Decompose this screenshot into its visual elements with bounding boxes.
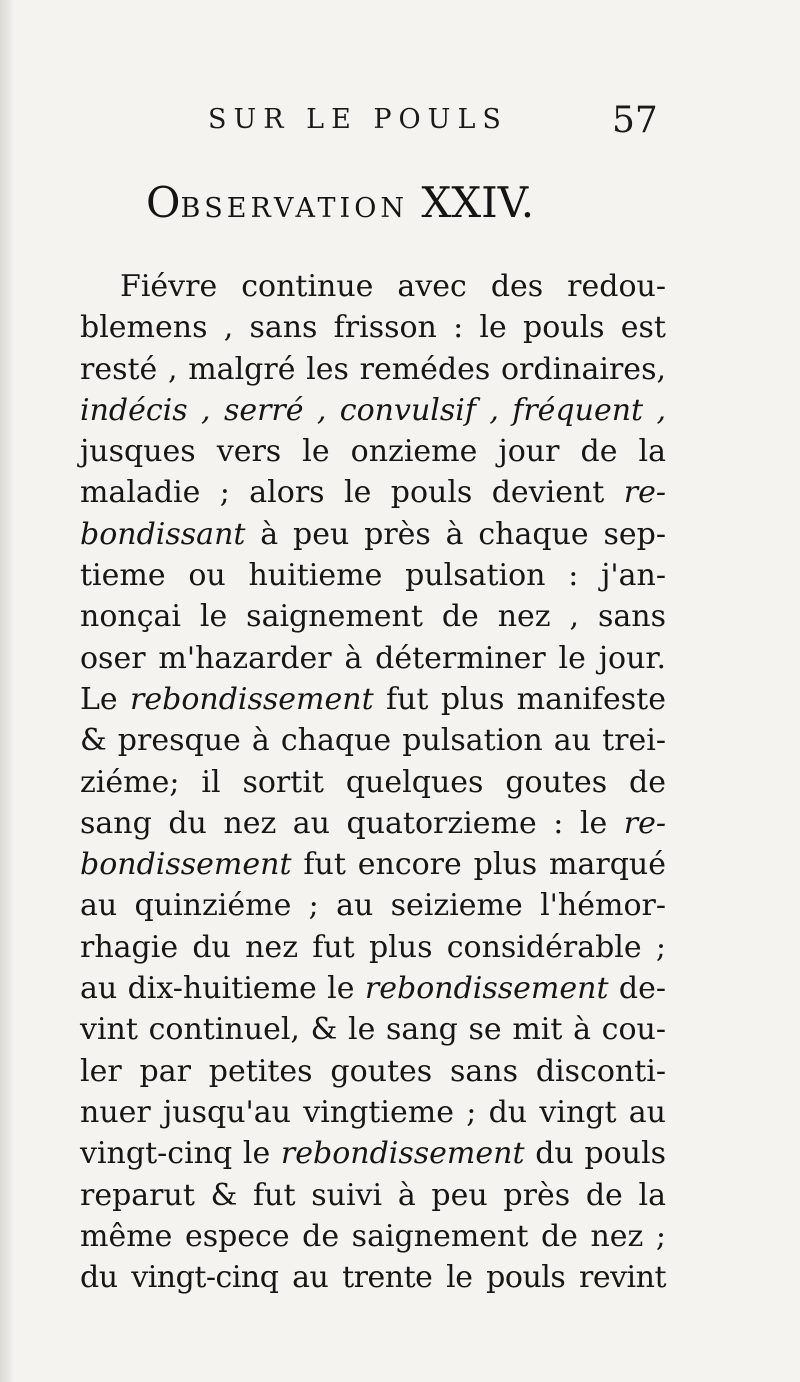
text-segment: vingt-cinq le (80, 1136, 281, 1172)
italic-term: re- (623, 805, 666, 841)
text-segment: blemens , sans frisson : le pouls est (80, 310, 666, 346)
observation-body (80, 266, 666, 1298)
text-segment: du pouls (524, 1136, 666, 1172)
italic-term: indécis , serré , convulsif , fréquent , (80, 392, 666, 428)
text-segment: sang du nez au quatorzieme : le (80, 805, 624, 841)
text-segment: resté , malgré les remédes ordinaires, (80, 351, 666, 387)
running-title: SUR LE POULS (208, 104, 508, 135)
italic-term: rebondissement (130, 681, 374, 717)
text-segment: de- (608, 971, 666, 1007)
text-segment: fut encore plus marqué (291, 847, 666, 883)
observation-title (146, 178, 534, 227)
text-line (80, 927, 666, 968)
text-line (80, 1175, 666, 1216)
running-head (0, 100, 800, 144)
italic-term: rebondissement (364, 971, 609, 1007)
text-segment: fut plus manifeste (373, 681, 666, 717)
page-number: 57 (612, 100, 658, 141)
text-line (80, 1216, 666, 1257)
text-segment: au quinziéme ; au seizieme l'hémor- (80, 888, 666, 924)
text-line (80, 555, 666, 596)
text-segment: au dix-huitieme le (80, 971, 365, 1007)
text-segment: reparut & fut suivi à peu près de la (80, 1177, 666, 1213)
observation-title-initial: O (146, 178, 181, 227)
text-line (80, 1092, 666, 1133)
text-line (80, 1257, 666, 1298)
italic-term: rebondissement (280, 1136, 525, 1172)
text-segment: nonçai le saignement de nez , sans (80, 599, 666, 635)
text-line (80, 431, 666, 472)
italic-term: bondissement (80, 847, 292, 883)
text-line (80, 762, 666, 803)
text-line (80, 514, 666, 555)
text-segment: jusques vers le onzieme jour de la (80, 434, 666, 470)
text-segment: même espece de saignement de nez ; (80, 1218, 666, 1254)
text-segment: oser m'hazarder à déterminer le jour. (80, 640, 666, 676)
text-line (80, 1009, 666, 1050)
text-line (80, 968, 666, 1009)
text-line (80, 390, 666, 431)
text-line (80, 638, 666, 679)
italic-term: bondissant (80, 516, 246, 552)
observation-title-word: BSERVATION (180, 193, 408, 224)
text-segment: Le (80, 681, 131, 717)
text-segment: ziéme; il sortit quelques goutes de (80, 764, 666, 800)
text-segment: ler par petites goutes sans disconti- (80, 1053, 666, 1089)
text-line (80, 596, 666, 637)
text-segment: maladie ; alors le pouls devient (80, 475, 624, 511)
text-segment: tieme ou huitieme pulsation : j'an- (80, 558, 666, 594)
observation-numeral: XXIV. (421, 178, 535, 227)
text-line (80, 349, 666, 390)
text-segment: Fiévre continue avec des redou- (120, 269, 666, 304)
text-line (80, 266, 666, 307)
text-line (80, 720, 666, 761)
text-line (80, 307, 666, 348)
text-line (80, 1051, 666, 1092)
italic-term: re- (623, 475, 666, 511)
text-segment: rhagie du nez fut plus considérable ; (80, 929, 666, 965)
page-edge-shadow (0, 0, 14, 1382)
text-line (80, 803, 666, 844)
text-line (80, 679, 666, 720)
text-segment: nuer jusqu'au vingtieme ; du vingt au (80, 1094, 666, 1130)
text-segment: & presque à chaque pulsation au trei- (80, 723, 666, 759)
text-segment: vint continuel, & le sang se mit à cou- (80, 1012, 666, 1048)
text-line (80, 472, 666, 513)
text-line (80, 844, 666, 885)
text-segment: à peu près à chaque sep- (245, 516, 666, 552)
text-line (80, 885, 666, 926)
text-line (80, 1133, 666, 1174)
text-segment: du vingt-cinq au trente le pouls revint (80, 1260, 666, 1296)
